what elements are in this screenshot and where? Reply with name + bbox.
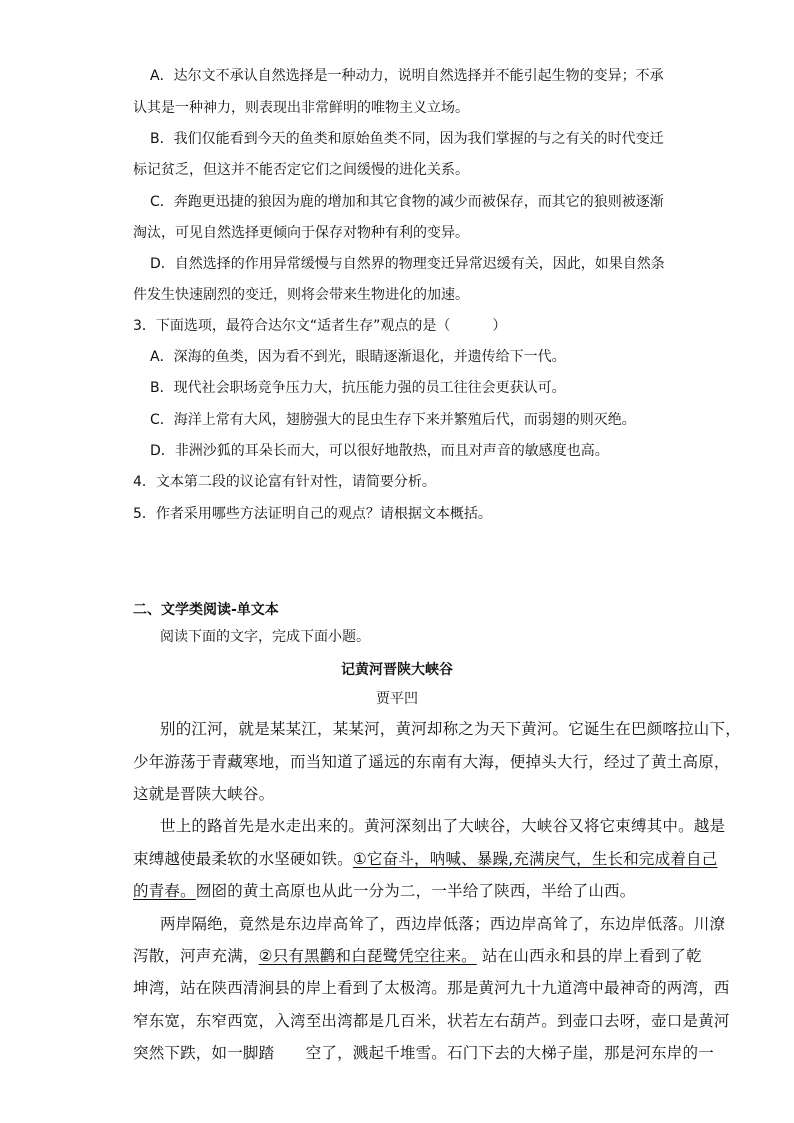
question-5: 5．作者采用哪些方法证明自己的观点？请根据文本概括。 <box>133 506 492 522</box>
para3-line2-text-a: 泻散，河声充满， <box>133 947 259 965</box>
option-a-line1: A．达尔文不承认自然选择是一种动力，说明自然选择并不能引起生物的变异；不承 <box>150 68 664 84</box>
para2-line2-text: 束缚越使最柔软的水坚硬如铁。 <box>133 850 353 868</box>
article-title: 记黄河晋陕大峡谷 <box>341 662 453 678</box>
option-c-line2: 淘汰，可见自然选择更倾向于保存对物种有利的变异。 <box>133 225 469 241</box>
para2-line3-text: 囫囵的黄土高原也从此一分为二，一半给了陕西，半给了山西。 <box>195 882 636 900</box>
option-d-line2: 件发生快速剧烈的变迁，则将会带来生物进化的加速。 <box>133 287 469 303</box>
para1-line3: 这就是晋陕大峡谷。 <box>133 785 275 803</box>
para3-line3: 坤湾，站在陕西清涧县的岸上看到了太极湾。那是黄河九十九道湾中最神奇的两湾，西 <box>133 979 730 997</box>
underlined-sentence-1: ①它奋斗，呐喊、暴躁,充满戾气，生长和完成着自己 <box>352 850 718 868</box>
article-author: 贾平凹 <box>376 691 418 707</box>
para1-line2: 少年游荡于青藏寒地，而当知道了遥远的东南有大海，便掉头大行，经过了黄土高原， <box>133 753 730 771</box>
section-heading: 二、文学类阅读-单文本 <box>133 602 279 618</box>
option-b-line2: 标记贫乏，但这并不能否定它们之间缓慢的进化关系。 <box>133 162 469 178</box>
para2-line3 <box>133 881 635 901</box>
option-b-line1: B．我们仅能看到今天的鱼类和原始鱼类不同，因为我们掌握的与之有关的时代变迁 <box>150 131 664 147</box>
para2-line2 <box>133 849 717 869</box>
para1-line1: 别的江河，就是某某江，某某河，黄河却称之为天下黄河。它诞生在巴颜喀拉山下， <box>160 720 741 738</box>
para2-line1: 世上的路首先是水走出来的。黄河深刻出了大峡谷，大峡谷又将它束缚其中。越是 <box>160 817 726 835</box>
question-3-stem: 3．下面选项，最符合达尔文“适者生存”观点的是（ ） <box>133 318 507 334</box>
question-3-option-d: D．非洲沙狐的耳朵长而大，可以很好地散热，而且对声音的敏感度也高。 <box>150 443 609 459</box>
para3-line2-text-b: 站在山西永和县的岸上看到了乾 <box>476 947 702 965</box>
question-3-option-c: C．海洋上常有大风，翅膀强大的昆虫生存下来并繁殖后代，而弱翅的则灭绝。 <box>150 412 636 428</box>
question-3-option-a: A．深海的鱼类，因为看不到光，眼睛逐渐退化，并遗传给下一代。 <box>150 349 566 365</box>
question-4: 4．文本第二段的议论富有针对性，请简要分析。 <box>133 474 436 490</box>
para3-line4: 窄东宽，东窄西宽，入湾至出湾都是几百米，状若左右葫芦。到壶口去呀，壶口是黄河 <box>133 1012 730 1030</box>
option-d-line1: D．自然选择的作用异常缓慢与自然界的物理变迁异常迟缓有关，因此，如果自然条 <box>150 256 665 272</box>
option-c-line1: C．奔跑更迅捷的狼因为鹿的增加和其它食物的减少而被保存，而其它的狼则被逐渐 <box>150 194 664 210</box>
para3-line1: 两岸隔绝，竟然是东边岸高耸了，西边岸低落；西边岸高耸了，东边岸低落。川潦 <box>160 915 726 933</box>
underlined-sentence-1-end: 的青春。 <box>133 882 196 900</box>
question-3-option-b: B．现代社会职场竞争压力大，抗压能力强的员工往往会更获认可。 <box>150 380 566 396</box>
option-a-line2: 认其是一种神力，则表现出非常鲜明的唯物主义立场。 <box>133 100 469 116</box>
para3-line2 <box>133 946 702 966</box>
para3-line5: 突然下跌，如一脚踏 空了，溅起千堆雪。石门下去的大梯子崖，那是河东岸的一 <box>133 1044 714 1062</box>
underlined-sentence-2: ②只有黑鹳和白琵鹭凭空往来。 <box>258 947 477 965</box>
section-instruction: 阅读下面的文字，完成下面小题。 <box>160 629 370 645</box>
